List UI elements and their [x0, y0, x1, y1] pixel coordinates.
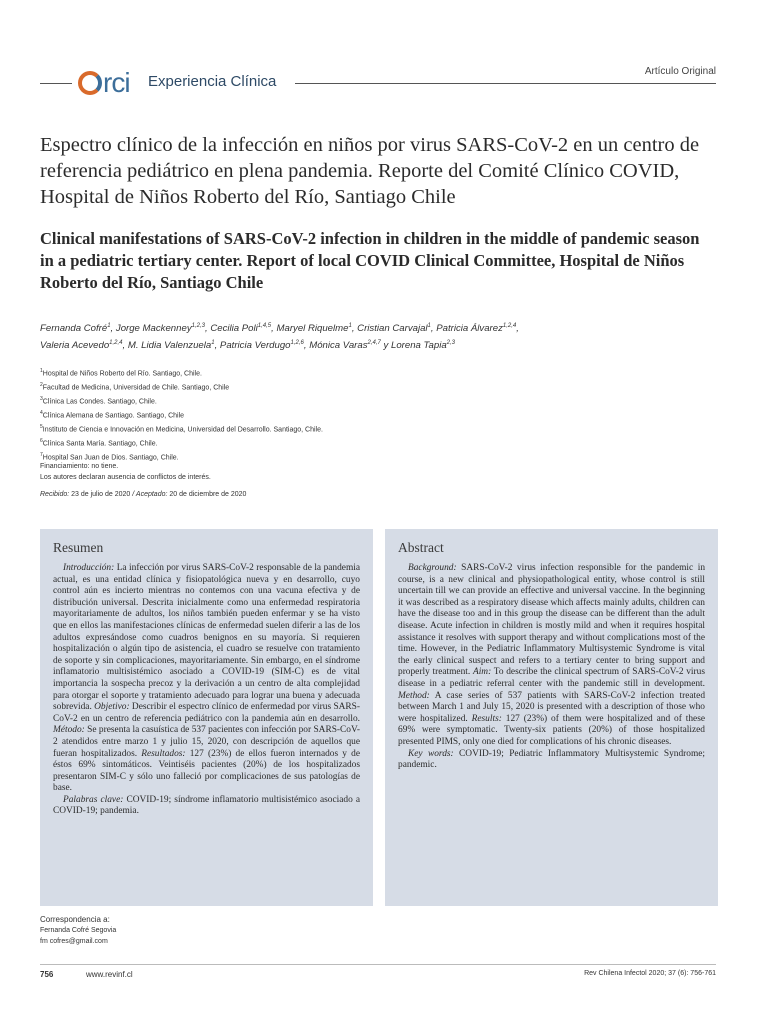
article-type: Artículo Original [644, 66, 716, 77]
affiliation: $^5$Instituto de Ciencia e Innovación en Medicina, Universidad del Desarrollo. Santiago, Chile. [40, 423, 323, 434]
affiliation: $^2$Facultad de Medicina, Universidad de Chile. Santiago, Chile [40, 381, 230, 392]
correspondence-name: Fernanda Cofré Segovia [40, 927, 117, 934]
author: Maryel Riquelme$^1$ [276, 323, 352, 335]
correspondence [40, 914, 116, 947]
journal-citation: Rev Chilena Infectol 2020; 37 (6): 756-761 [584, 970, 716, 977]
resumen-heading: Resumen [53, 540, 104, 555]
author: Jorge Mackenney$^{1,2,3}$ [115, 323, 205, 335]
abstract-keywords: Key words: COVID-19; Pediatric Inflammatory Multisystemic Syndrome; pandemic. [398, 748, 705, 771]
header-rule-right [295, 83, 716, 84]
conflicts-text: Los autores declaran ausencia de conflictos de interés. [40, 473, 211, 481]
author: Patricia Álvarez$^{1,2,4}$ [436, 323, 517, 335]
page-header [40, 66, 716, 102]
author: Cecilia Poli$^{1,4,5}$ [210, 323, 272, 335]
accepted-date: 20 de diciembre de 2020 [169, 491, 247, 498]
affiliation: $^6$Clínica Santa María. Santiago, Chile. [40, 437, 158, 447]
abstract-heading: Abstract [398, 540, 444, 555]
header-rule-left [40, 83, 72, 84]
author: Lorena Tapia$^{2,3}$ [391, 340, 456, 352]
logo-ring-icon [78, 71, 102, 95]
resumen-keywords: Palabras clave: COVID-19; síndrome inflamatorio multisistémico asociado a COVID-19; pandemia. [53, 794, 361, 817]
title-english: Clinical manifestations of SARS-CoV-2 infection in children in the middle of pandemic season in a pediatric tertiary center. Report of local COVID Clinical Committee, Hospital de Niños Roberto del Río, Santiago Chile [40, 229, 700, 292]
author: Fernanda Cofré$^1$ [40, 323, 111, 335]
section-name: Experiencia Clínica [148, 73, 277, 90]
affiliation: $^3$Clínica Las Condes. Santiago, Chile. [40, 395, 157, 406]
abstract-body: Background: SARS-CoV-2 virus infection responsible for the pandemic in course, is a new clinical and physiopathological entity, whose control is still uncertain till we can provide an effective and universal vaccine. In the beginning it was described as a respiratory disease which affects mainly adults, children can have the disease too and in this group the disease can be different than the adult disease. Acute infection in children is mostly mild and when it requires hospital assistance it resolves with support therapy and without complications most of the time. However, in the Pediatric Inflammatory Multisystemic Syndrome is vital the early clinical suspect and refers to a tertiary center to bring support and properly treatment. Aim: To describe the clinical spectrum of SARS-CoV-2 virus disease in a pediatric referral center with the pandemic still in development. Method: A case series of 537 patients with SARS-CoV-2 infection treated between March 1 and July 15, 2020 is presented with a description of those who were hospitalized. Results: 127 (23%) of them were hospitalized and of these 69% were symptomatic. Twenty-six patients (20%) of those hospitalized presented PIMS, only one died for complications of his chronic diseases. [398, 563, 706, 747]
affiliation: $^7$Hospital San Juan de Dios. Santiago, Chile. [40, 451, 179, 461]
funding-text: Financiamiento: no tiene. [40, 463, 119, 470]
abstract-box [385, 529, 718, 906]
journal-logo [78, 66, 130, 100]
correspondence-title: Correspondencia a: [40, 915, 110, 924]
author: Mónica Varas$^{2,4,7}$ [309, 340, 381, 352]
affiliation: $^4$Clínica Alemana de Santiago. Santiago, Chile [40, 409, 185, 420]
article-dates [40, 491, 246, 498]
funding-statement [40, 462, 211, 483]
correspondence-email[interactable]: fm cofres@gmail.com [40, 938, 108, 945]
author: Patricia Verdugo$^{1,2,6}$ [219, 340, 304, 352]
author: Cristian Carvajal$^1$ [357, 323, 431, 335]
title-spanish: Espectro clínico de la infección en niños por virus SARS-CoV-2 en un centro de referencia pediátrico en plena pandemia. Reporte del Comité Clínico COVID, Hospital de Niños Roberto del Río, Santiago Chile [40, 134, 700, 208]
accepted-label: / Aceptado: [132, 491, 168, 498]
affiliation: $^1$Hospital de Niños Roberto del Río. Santiago, Chile. [40, 368, 202, 378]
author-list: Fernanda Cofré$^1$, Jorge Mackenney$^{1,2,3}$, Cecilia Poli$^{1,4,5}$, Maryel Riquelme$^1$, Cristian Carvajal$^1$, Patricia Álvarez$^{1,2,4}$, Valeria Acevedo$^{1,2,4}$, M. Lidia Valenzuela$^1$, Patricia Verdugo$^{1,2,6}$, Mónica Varas$^{2,4,7}$ y Lorena Tapia$^{2,3}$ [40, 323, 519, 352]
author: Valeria Acevedo$^{1,2,4}$ [40, 340, 123, 352]
received-label: Recibido: [40, 491, 70, 498]
footer-rule [40, 964, 716, 965]
journal-website-link[interactable]: www.revinf.cl [86, 970, 133, 979]
resumen-body: Introducción: La infección por virus SARS-CoV-2 responsable de la pandemia actual, es una entidad clínica y fisiopatológica nueva y en desarrollo, cuyo control aún es incierto mientras no contemos con una vacuna efectiva y de distribución universal. Descrita inicialmente como una enfermedad respiratoria mayoritariamente de adultos, los niños también pueden enfermar y se ha visto que en ellos las manifestaciones clínicas de enfermedad suelen diferir a las de los adultos expresándose como cuadros benignos en su mayoría. Si requieren hospitalización o algún tipo de asistencia, el cuadro se resuelve con tratamiento de soporte y sin complicaciones, mayoritariamente. Sin embargo, en el síndrome inflamatorio multisistémico asociado a COVID-19 (SIM-C) es de vital importancia la sospecha precoz y la derivación a un centro de alta complejidad para otorgar el soporte y tratamiento adecuado para lograr una buena y adecuada sobrevida. Objetivo: Describir el espectro clínico de enfermedad por virus SARS-CoV-2 en un centro de referencia pediátrico con la pandemia aún en desarrollo. Método: Se presenta la casuística de 537 pacientes con infección por SARS-CoV-2 atendidos entre marzo 1 y julio 15, 2020, con descripción de aquellos que fueran hospitalizados. Resultados: 127 (23%) de ellos fueron internados y de éstos 69% sintomáticos. Veintiséis pacientes (20%) de los hospitalizados presentaron SIM-C y sólo uno falleció por complicaciones de sus patologías de base. [53, 563, 361, 794]
affiliation-list [40, 366, 323, 463]
author: M. Lidia Valenzuela$^1$ [127, 340, 215, 352]
resumen-box [40, 529, 373, 906]
received-date: 23 de julio de 2020 [71, 491, 131, 498]
page-number: 756 [40, 970, 54, 979]
logo-text: rci [103, 67, 130, 98]
